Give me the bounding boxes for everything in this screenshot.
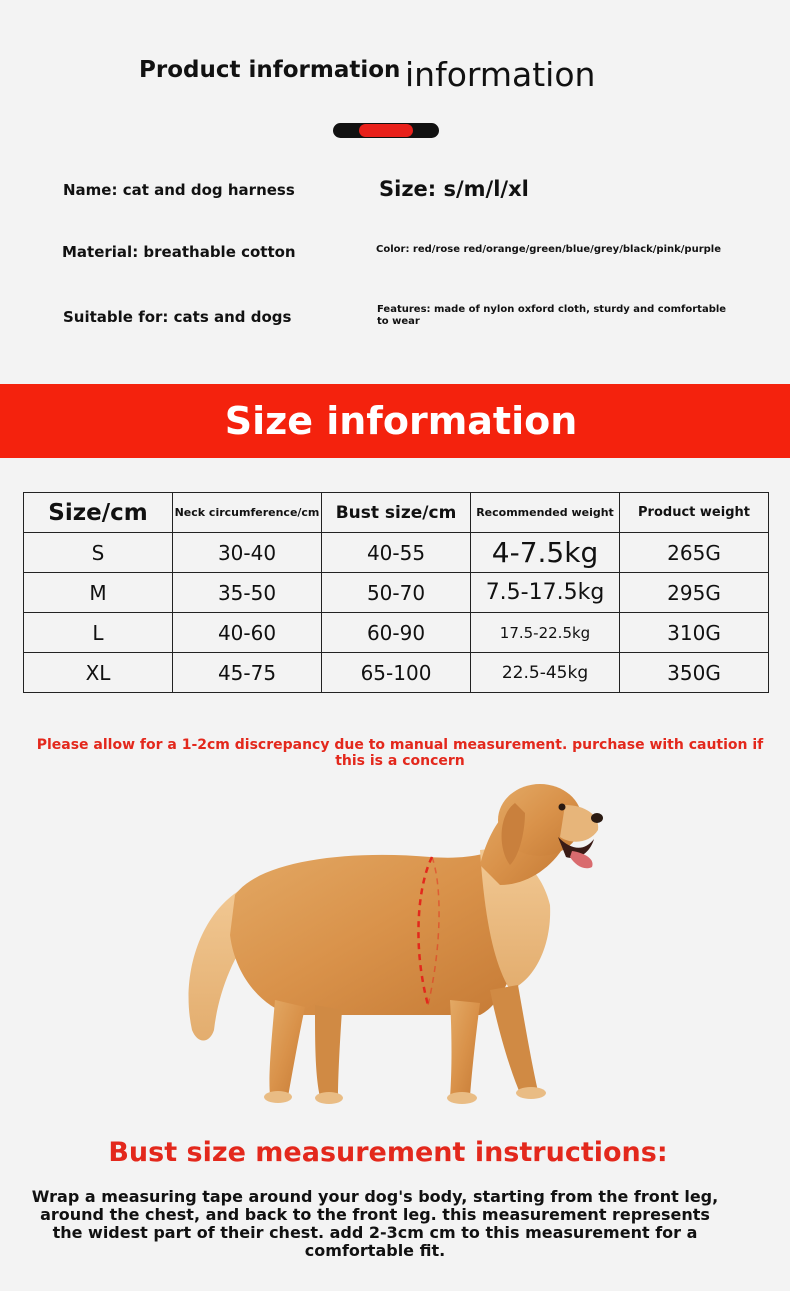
table-cell-size: XL [24, 653, 173, 693]
banner-title: Size information [224, 399, 578, 443]
table-header-bust: Bust size/cm [322, 493, 471, 533]
table-row [24, 573, 769, 613]
measurement-note: Please allow for a 1-2cm discrepancy due to manual measurement. purchase with caution if this is a concern [36, 737, 764, 769]
table-cell-bust: 65-100 [322, 653, 471, 693]
table-cell-recommended-weight: 17.5-22.5kg [471, 613, 620, 653]
table-cell-neck: 40-60 [173, 613, 322, 653]
page-title: Product information [139, 57, 401, 83]
instructions-title: Bust size measurement instructions: [108, 1137, 668, 1168]
table-cell-product-weight: 350G [620, 653, 769, 693]
table-row [24, 653, 769, 693]
dog-measurement-illustration [180, 775, 620, 1110]
table-header-recommended-weight: Recommended weight [471, 493, 620, 533]
info-suitable: Suitable for: cats and dogs [63, 308, 292, 326]
size-table [23, 492, 769, 693]
table-cell-neck: 45-75 [173, 653, 322, 693]
info-material: Material: breathable cotton [62, 243, 296, 261]
table-header-product-weight: Product weight [620, 493, 769, 533]
table-header-row [24, 493, 769, 533]
dog-body [189, 784, 603, 1104]
table-cell-size: S [24, 533, 173, 573]
info-features: Features: made of nylon oxford cloth, sturdy and comfortable to wear [377, 304, 727, 327]
table-cell-size: M [24, 573, 173, 613]
table-cell-product-weight: 265G [620, 533, 769, 573]
table-header-neck: Neck circumference/cm [173, 493, 322, 533]
info-color: Color: red/rose red/orange/green/blue/grey/black/pink/purple [376, 244, 722, 255]
table-cell-recommended-weight: 4-7.5kg [471, 533, 620, 573]
title-divider [333, 123, 439, 138]
table-cell-product-weight: 295G [620, 573, 769, 613]
table-cell-bust: 60-90 [322, 613, 471, 653]
info-name: Name: cat and dog harness [63, 181, 295, 199]
table-header-size: Size/cm [24, 493, 173, 533]
table-cell-recommended-weight: 22.5-45kg [471, 653, 620, 693]
title-divider-accent [359, 124, 413, 137]
instructions-text: Wrap a measuring tape around your dog's body, starting from the front leg, around the chest, and back to the front leg. this measurement represents the widest part of their chest. add 2-3cm cm to this measurement for a comfortable fit. [31, 1187, 719, 1260]
table-row [24, 613, 769, 653]
table-cell-neck: 35-50 [173, 573, 322, 613]
table-cell-neck: 30-40 [173, 533, 322, 573]
table-cell-recommended-weight: 7.5-17.5kg [471, 573, 620, 613]
table-cell-product-weight: 310G [620, 613, 769, 653]
page-title-overlay: information [405, 55, 596, 94]
size-info-banner [0, 384, 790, 458]
table-row [24, 533, 769, 573]
info-size: Size: s/m/l/xl [379, 177, 529, 201]
table-cell-bust: 40-55 [322, 533, 471, 573]
table-cell-size: L [24, 613, 173, 653]
table-cell-bust: 50-70 [322, 573, 471, 613]
